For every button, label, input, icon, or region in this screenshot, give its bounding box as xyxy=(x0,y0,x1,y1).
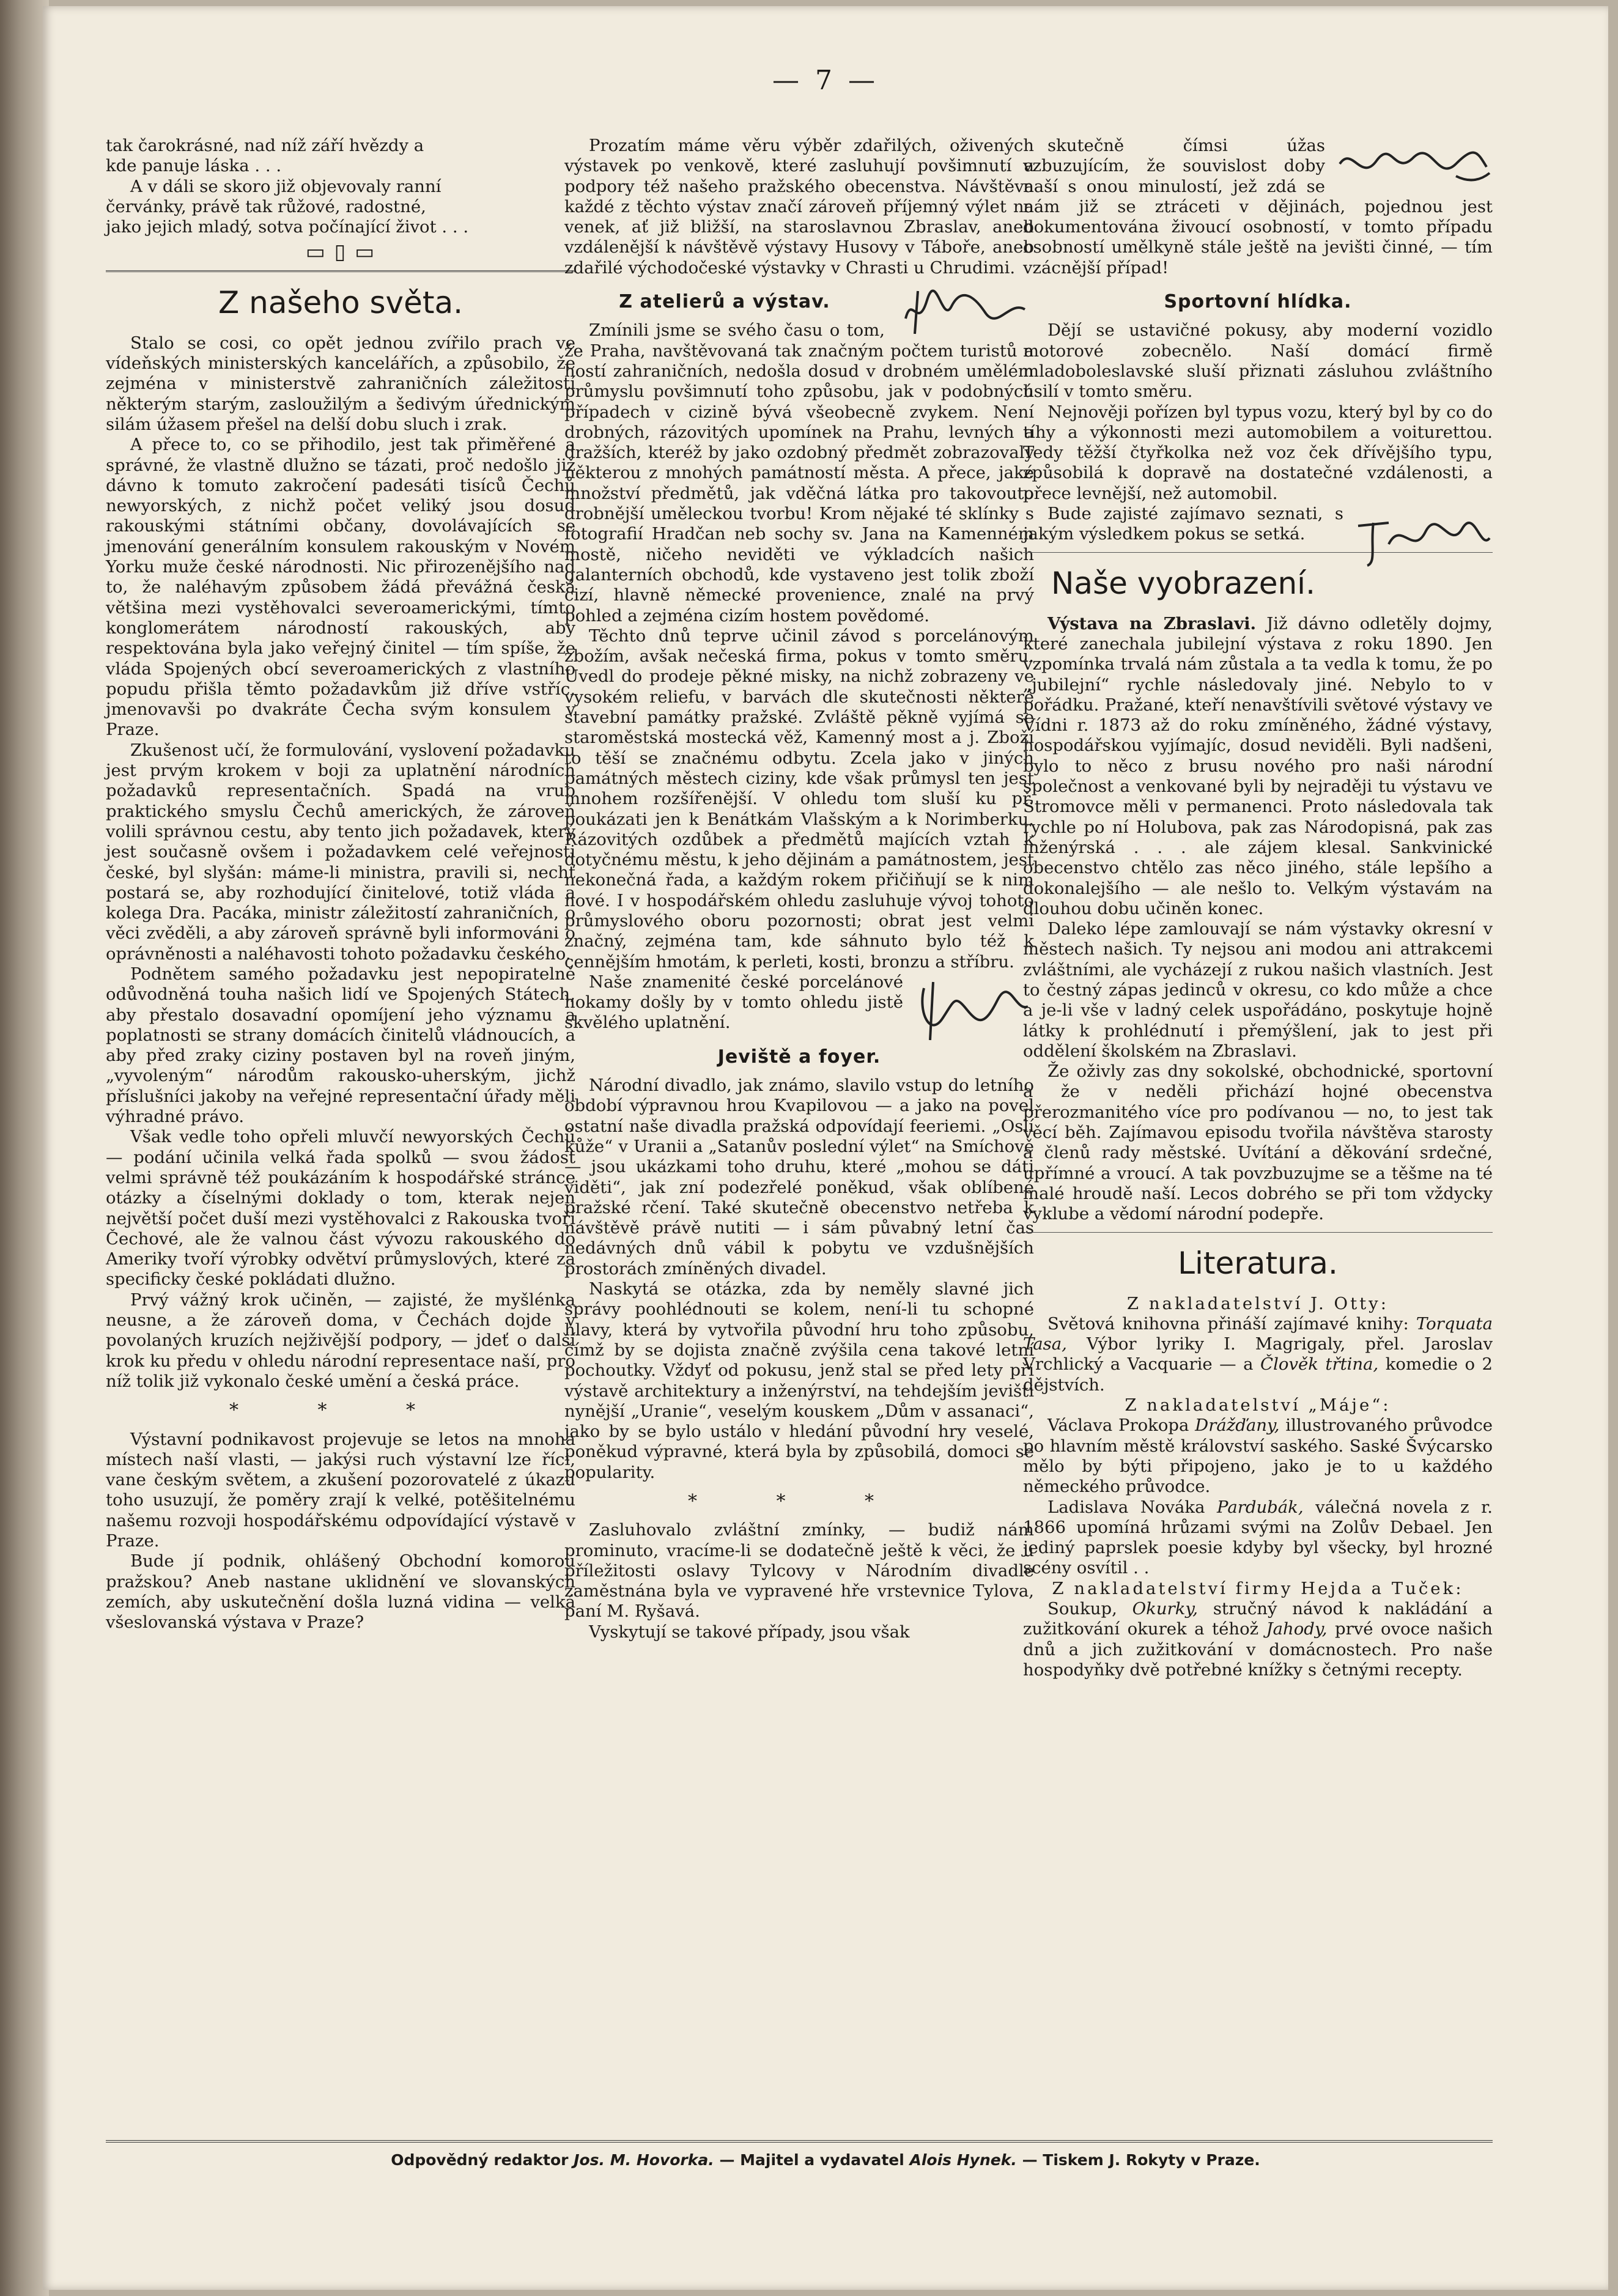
footer-text: — Tiskem xyxy=(1022,2151,1104,2169)
article-paragraph: Národní divadlo, jak známo, slavilo vstup do letního období výpravnou hrou Kvapilovou — a jako na povel ostatní naše divadla pražská odpovídají feeriemi. „Oslí kůže“ v Uranii a „Satanův poslední výlet“ na Smíchově — jsou ukázkami toho druhu, které „mohou se dáti viděti“, jak zní podezřelé poněkud, však oblíbené pražské rčení. Také skutečně obecenstvo netřeba k návštěvě právě nutiti — i sám půvabný letní čas nedávných dnů vábil k pobytu ve vzdušnějších prostorách zmíněných divadel. xyxy=(564,1076,1034,1279)
poem-line: A v dáli se skoro již objevovaly ranní xyxy=(130,176,441,196)
lead-title: Výstava na Zbraslavi. xyxy=(1047,613,1257,633)
footer-text: Odpovědný redaktor xyxy=(391,2151,569,2169)
literature-entry xyxy=(1023,1497,1493,1579)
article-paragraph: skutečně čímsi úžas vzbuzujícím, že souvislost doby naší s onou minulostí, jež zdá se nám již se ztráceti v dějinách, pojednou jest dokumentována živoucí osobností, v tomto případu osobností umělkyně stále ještě na jevišti činné, — tím vzácnější případ! xyxy=(1023,136,1493,278)
publisher-line: Z nakladatelství J. Otty: xyxy=(1127,1293,1389,1313)
publisher-line: Z nakladatelství „Máje“: xyxy=(1125,1395,1391,1416)
footer-text: — Majitel a vydavatel xyxy=(719,2151,904,2169)
article-paragraph: Však vedle toho opřeli mluvčí newyorských Čechů — podání učinila velká řada spolků — svou žádost velmi správně též poukázáním k hospodářské stránce otázky a číselnými doklady o tom, kterak nejen největší počet duší mezi vystěhovalci z Rakouska tvoří Čechové, ale že valnou část vývozu rakouského do Ameriky tvoří výrobky odvětví průmyslových, které za specificky české pokládati dlužno. xyxy=(106,1127,575,1290)
entry-text: komedie o 2 dějstvích. xyxy=(1023,1354,1493,1395)
publisher-name: Alois Hynek. xyxy=(909,2151,1017,2169)
book-title: Člověk třtina, xyxy=(1260,1354,1379,1375)
section-subheading: Z atelierů a výstav. xyxy=(619,291,830,313)
article-paragraph: Dějí se ustavičné pokusy, aby moderní vozidlo motorové zobecnělo. Naší domácí firmě mladoboleslavské sluší přiznati zásluhou zvláštního úsilí v tomto směru. xyxy=(1023,320,1493,402)
article-paragraph: Zmínili jsme se svého času o tom, že Praha, navštěvovaná tak značným počtem turistů a hostí zahraničních, nedošla dosud v drobném umělém průmyslu povšimnutí toho způsobu, jak v podobných případech v cizině bývá všeobecně zvykem. Není drobných, rázovitých upomínek na Prahu, levných a dražších, kteréž by jako ozdobný předmět zobrazovaly některou z mnohých památností města. A přece, jaké množství předmětů, jak vděčná látka pro takovouto drobnější uměleckou tvorbu! Krom nějaké té sklínky s fotografií Hradčan neb sochy sv. Jana na Kamenném mostě, ničeho neviděti ve výkladcích našich galanterních obchodů, kde vystaveno jest tolik zboží cizí, hlavně německé provenience, znalé na prvý pohled a zejména cizím hostem povědomé. xyxy=(564,320,1034,626)
asterism-divider: * * * xyxy=(687,1491,911,1512)
article-paragraph: Daleko lépe zamlouvají se nám výstavky okresní v městech našich. Ty nejsou ani modou ani attrakcemi zvláštními, ale vycházejí z rukou našich vlastních. Jest to čestný zápas jedinců v okresu, co kdo může a chce a je-li vše v ladný celek uspořádáno, poskytuje hojně látky k prohlédnutí i přemýšlení, jak to jest při oddělení školském na Zbraslavi. xyxy=(1023,919,1493,1061)
book-title: Pardubák, xyxy=(1217,1497,1304,1517)
entry-text: Výbor lyriky I. Magrigaly, přel. Jaroslav Vrchlický a Vacquarie — a xyxy=(1023,1334,1493,1375)
article-paragraph: Zasluhovalo zvláštní zmínky, — budiž nám prominuto, vracíme-li se dodatečně ještě k věci, že u příležitosti oslavy Tylcovy v Národním divadle zaměstnána byla ve vypravené hře vrstevnice Tylova, paní M. Ryšavá. xyxy=(564,1520,1034,1622)
book-title: Okurky, xyxy=(1132,1599,1198,1619)
entry-text: válečná novela z r. 1866 upomíná hrůzami svými na Zolův Debael. Jen jediný paprslek poesie kdyby byl všecky, byl hrozné scény osvítil . . xyxy=(1023,1497,1493,1578)
literature-entry xyxy=(1023,1314,1493,1395)
literature-entry xyxy=(1023,1599,1493,1680)
section-divider xyxy=(1023,1232,1493,1233)
paragraph-text: Již dávno odletěly dojmy, které zanechala jubilejní výstava z roku 1890. Jen vzpomínka trvalá nám zůstala a ta vedla k tomu, že po „jubilejní“ rychle následovaly jiné. Nebylo to v pořádku. Pražané, kteří nenavštívili světové výstavy ve Vídni r. 1873 až do roku zmíněného, žádné výstavy, hospodářskou vyjímajíc, dosud neviděli. Byli nadšeni, bylo to něco z brusu nového pro naši národní společnost a venkované byli by nejraději tu výstavu ve Stromovce měli v permanenci. Proto následovala tak rychle po ní Holubova, pak zas Národopisná, pak zas inženýrská . . . ale zájem klesal. Sankvinické obecenstvo chtělo zas něco jiného, stále lepšího a dokonalejšího — ale nešlo to. Velkým výstavám na dlouhou dobu učiněn konec. xyxy=(1023,613,1493,918)
author-signature xyxy=(912,976,1034,1043)
author-signature xyxy=(1352,508,1493,569)
section-divider xyxy=(106,270,575,272)
article-paragraph: Těchto dnů teprve učinil závod s porcelánovým zbožím, avšak nečeská firma, pokus v tomto směru. Uvedl do prodeje pěkné misky, na nichž zobrazeny ve vysokém reliefu, v barvách dle skutečnosti některé stavební památky pražské. Zvláště pěkně vyjímá se staroměstská mostecká věž, Kamenný most a j. Zboží to těší se značnému odbytu. Zcela jako v jiných památných městech ciziny, kde však průmysl ten jest mnohem rozšířenější. V ohledu tom sluší ku př. poukázati jen k Benátkám Vlašským a k Norimberku. Rázovitých ozdůbek a předmětů majících vztah k dotyčnému městu, k jeho dějinám a památnostem, jest nekonečná řada, a každým rokem přičiňují se k nim nové. I v hospodářském ohledu zasluhuje vývoj tohoto průmyslového oboru pozornosti; obrat jest velmi značný, zejména tam, kde sáhnuto bylo též k cennějším hmotám, k perleti, kosti, bronzu a stříbru. xyxy=(564,626,1034,972)
poem-line: kde panuje láska . . . xyxy=(106,156,282,176)
article-paragraph: Stalo se cosi, co opět jednou zvířilo prach ve vídeňských ministerských kancelářích, a způsobilo, že zejména v ministerstvě zahraničních záležitostí některým starým, zasloužilým a šedivým úřednickým silám úžasem přešel na delší dobu sluch i zrak. xyxy=(106,333,575,434)
article-paragraph: Výstavní podnikavost projevuje se letos na mnoha místech naší vlasti, — jakýsi ruch výstavní lze říci, vane českým světem, a zkušení pozorovatelé z úkazu toho usuzují, že poměry zrají k velké, potěšitelnému našemu rozvoji hospodářskému odpovídající výstavě v Praze. xyxy=(106,1429,575,1551)
newspaper-page xyxy=(43,6,1608,2290)
entry-text: Václava Prokopa xyxy=(1047,1416,1189,1436)
footer-divider xyxy=(106,2140,1493,2143)
entry-text: Světová knihovna přináší zajímavé knihy: xyxy=(1047,1313,1409,1334)
poem-line: jako jejich mladý, sotva počínající život . . . xyxy=(106,217,469,237)
book-spine-shadow xyxy=(0,0,49,2296)
asterism-divider: * * * xyxy=(229,1400,453,1422)
article-paragraph: Zkušenost učí, že formulování, vyslovení požadavku jest prvým krokem v boji za uplatnění národních požadavků representačních. Spadá na vrub praktického smyslu Čechů amerických, že zároveň volili správnou cestu, aby tento jich požadavek, který jest současně ovšem i požadavkem celé veřejnosti české, byl slyšán: máme-li ministra, pravili si, nechť postará se, aby rozhodující činitelové, totiž vláda a kolega Dra. Pacáka, ministr záležitostí zahraničních, o věci zvěděli, a aby zároveň správně byli informováni o oprávněnosti a naléhavosti tohoto požadavku českého. xyxy=(106,740,575,964)
imprint-footer xyxy=(43,2151,1608,2169)
poem-line: červánky, právě tak růžové, radostné, xyxy=(106,196,426,216)
section-heading: Naše vyobrazení. xyxy=(1051,565,1315,601)
article-paragraph: Nejnověji pořízen byl typus vozu, který byl by co do tíhy a výkonnosti mezi automobilem a voiturettou. Tedy těžší čtyřkolka než voz ček dřívějšího typu, způsobilá k dopravě na dostatečné vzdálenosti, a přece levnější, než automobil. xyxy=(1023,402,1493,503)
column-middle xyxy=(564,136,1034,1642)
article-paragraph: Bude zajisté zajímavo seznati, s jakým výsledkem pokus se setká. xyxy=(1023,504,1343,544)
section-subheading: Jeviště a foyer. xyxy=(717,1046,881,1068)
section-subheading: Sportovní hlídka. xyxy=(1164,291,1352,313)
printer-name: J. Rokyty v Praze. xyxy=(1109,2151,1260,2169)
section-heading: Z našeho světa. xyxy=(218,284,463,320)
article-paragraph: Bude jí podnik, ohlášený Obchodní komorou pražskou? Aneb nastane uklidnění ve slovanských zemích, aby uskutečnění došla luzná vidina — velká všeslovanská výstava v Praze? xyxy=(106,1551,575,1633)
section-heading: Literatura. xyxy=(1178,1245,1338,1281)
entry-text: Ladislava Nováka xyxy=(1047,1497,1205,1517)
entry-text: prvé ovoce našich dnů a jich zužitkování v domácnostech. Pro naše hospodyňky dvě potřebné knížky s četnými recepty. xyxy=(1023,1619,1493,1680)
poem-line: tak čarokrásné, nad níž září hvězdy a xyxy=(106,136,424,155)
column-right xyxy=(1023,136,1493,1680)
book-title: Drážďany, xyxy=(1195,1416,1280,1436)
page-number: — 7 — xyxy=(772,65,879,96)
article-paragraph: A přece to, co se přihodilo, jest tak přiměřené a správné, že vlastně dlužno se tázati, proč nedošlo již dávno k tomuto zakročení padesáti tisíců Čechů newyorských, z nichž počet veliký jsou dosud rakouskými státními občany, dovolávajících se jmenování generálním konsulem rakouským v Novém Yorku muže české národnosti. Nic přirozenějšího nad to, že naléhavým způsobem žádá převážná česká většina mezi vystěhovalci severoamerickými, tímto konglomerátem národností rakouských, aby respektována byla jako veřejný činitel — tím spíše, že vláda Spojených obcí severoamerických z vlastního popudu přišla těmto požadavkům již dříve vstříc, jmenovavši po dvakráte Čecha svým konsulem v Praze. xyxy=(106,435,575,740)
publisher-line: Z nakladatelství firmy Hejda a Tuček: xyxy=(1052,1578,1464,1598)
column-left xyxy=(106,136,575,1633)
article-paragraph: Že oživly zas dny sokolské, obchodnické, sportovní a že v neděli přichází hojné obecenstva přerozmanitého více pro podívanou — no, to jest tak věcí běh. Zajímavou episodu tvořila návštěva starosty a členů rady městské. Uvítání a děkování srdečné, upřímné a vroucí. A tak povzbuzujme se a těšme na té malé hroudě naší. Lecos dobrého se při tom vždycky vyklube a vědomí národní podepře. xyxy=(1023,1061,1493,1224)
literature-entry xyxy=(1023,1416,1493,1497)
author-signature xyxy=(893,282,1034,337)
article-paragraph: Podnětem samého požadavku jest nepopiratelně odůvodněná touha našich lidí ve Spojených Státech, aby přestalo dosavadní opomíjení jeho významu a poplatnosti se strany domácích činitelů vládnoucích, a aby před zraky ciziny postaven byl na roveň jiným, „vyvoleným“ národům rakousko-uherským, jichž příslušníci jakoby na veřejné representační úřady měli výhradné právo. xyxy=(106,964,575,1127)
entry-text: stručný návod k nakládání a zužitkování okurek a téhož xyxy=(1023,1599,1493,1639)
article-paragraph: Prvý vážný krok učiněn, — zajisté, že myšlénka neusne, a že zároveň doma, v Čechách dojde v povolaných kruzích nejživější podpory, — jdeť o další krok ku předu v ohledu národní representace naší, pro níž tolik již vykonalo české umění a česká práce. xyxy=(106,1290,575,1391)
entry-text: Soukup, xyxy=(1047,1599,1117,1619)
author-signature xyxy=(1334,139,1493,194)
section-ornament: ▭ ▯ ▭ xyxy=(305,240,376,265)
book-title: Jahody, xyxy=(1266,1619,1328,1639)
article-paragraph xyxy=(1023,614,1493,919)
editor-name: Jos. M. Hovorka. xyxy=(574,2151,714,2169)
book-title: Torquata Tasa, xyxy=(1023,1313,1493,1354)
article-paragraph: Naše znamenité české porcelánové hokamy došly by v tomto ohledu jistě skvělého uplatnění. xyxy=(564,972,903,1033)
article-paragraph: Naskytá se otázka, zda by neměly slavné jich správy poohlédnouti se kolem, není-li tu schopné hlavy, která by vytvořila původní hru toho způsobu, čímž by se dojista značně zvýšila cena takové letní pochoutky. Vždyť od pokusu, jenž stal se před lety při výstavě architektury a inženýrství, na tehdejším jevišti nynější „Uranie“, veselým kouskem „Dům v assanaci“, jako by se bylo ustálo v hledání původní hry veselé, poněkud výpravné, která byla by způsobilá, domoci se popularity. xyxy=(564,1279,1034,1482)
entry-text: illustrovaného průvodce po hlavním městě království saského. Saské Švýcarsko mělo by býti připojeno, jako je to u každého německého průvodce. xyxy=(1023,1416,1493,1497)
article-paragraph: Prozatím máme věru výběr zdařilých, oživených výstavek po venkově, které zasluhují povšimnutí a podpory též našeho pražského obecenstva. Návštěva každé z těchto výstav značí zároveň příjemný výlet na venek, ať již bližší, na staroslavnou Zbraslav, aneb vzdálenější k návštěvě výstavy Husovy v Táboře, aneb zdařilé východočeské výstavky v Chrasti u Chrudimi. xyxy=(564,136,1034,278)
article-paragraph: Vyskytují se takové případy, jsou však xyxy=(589,1622,910,1642)
